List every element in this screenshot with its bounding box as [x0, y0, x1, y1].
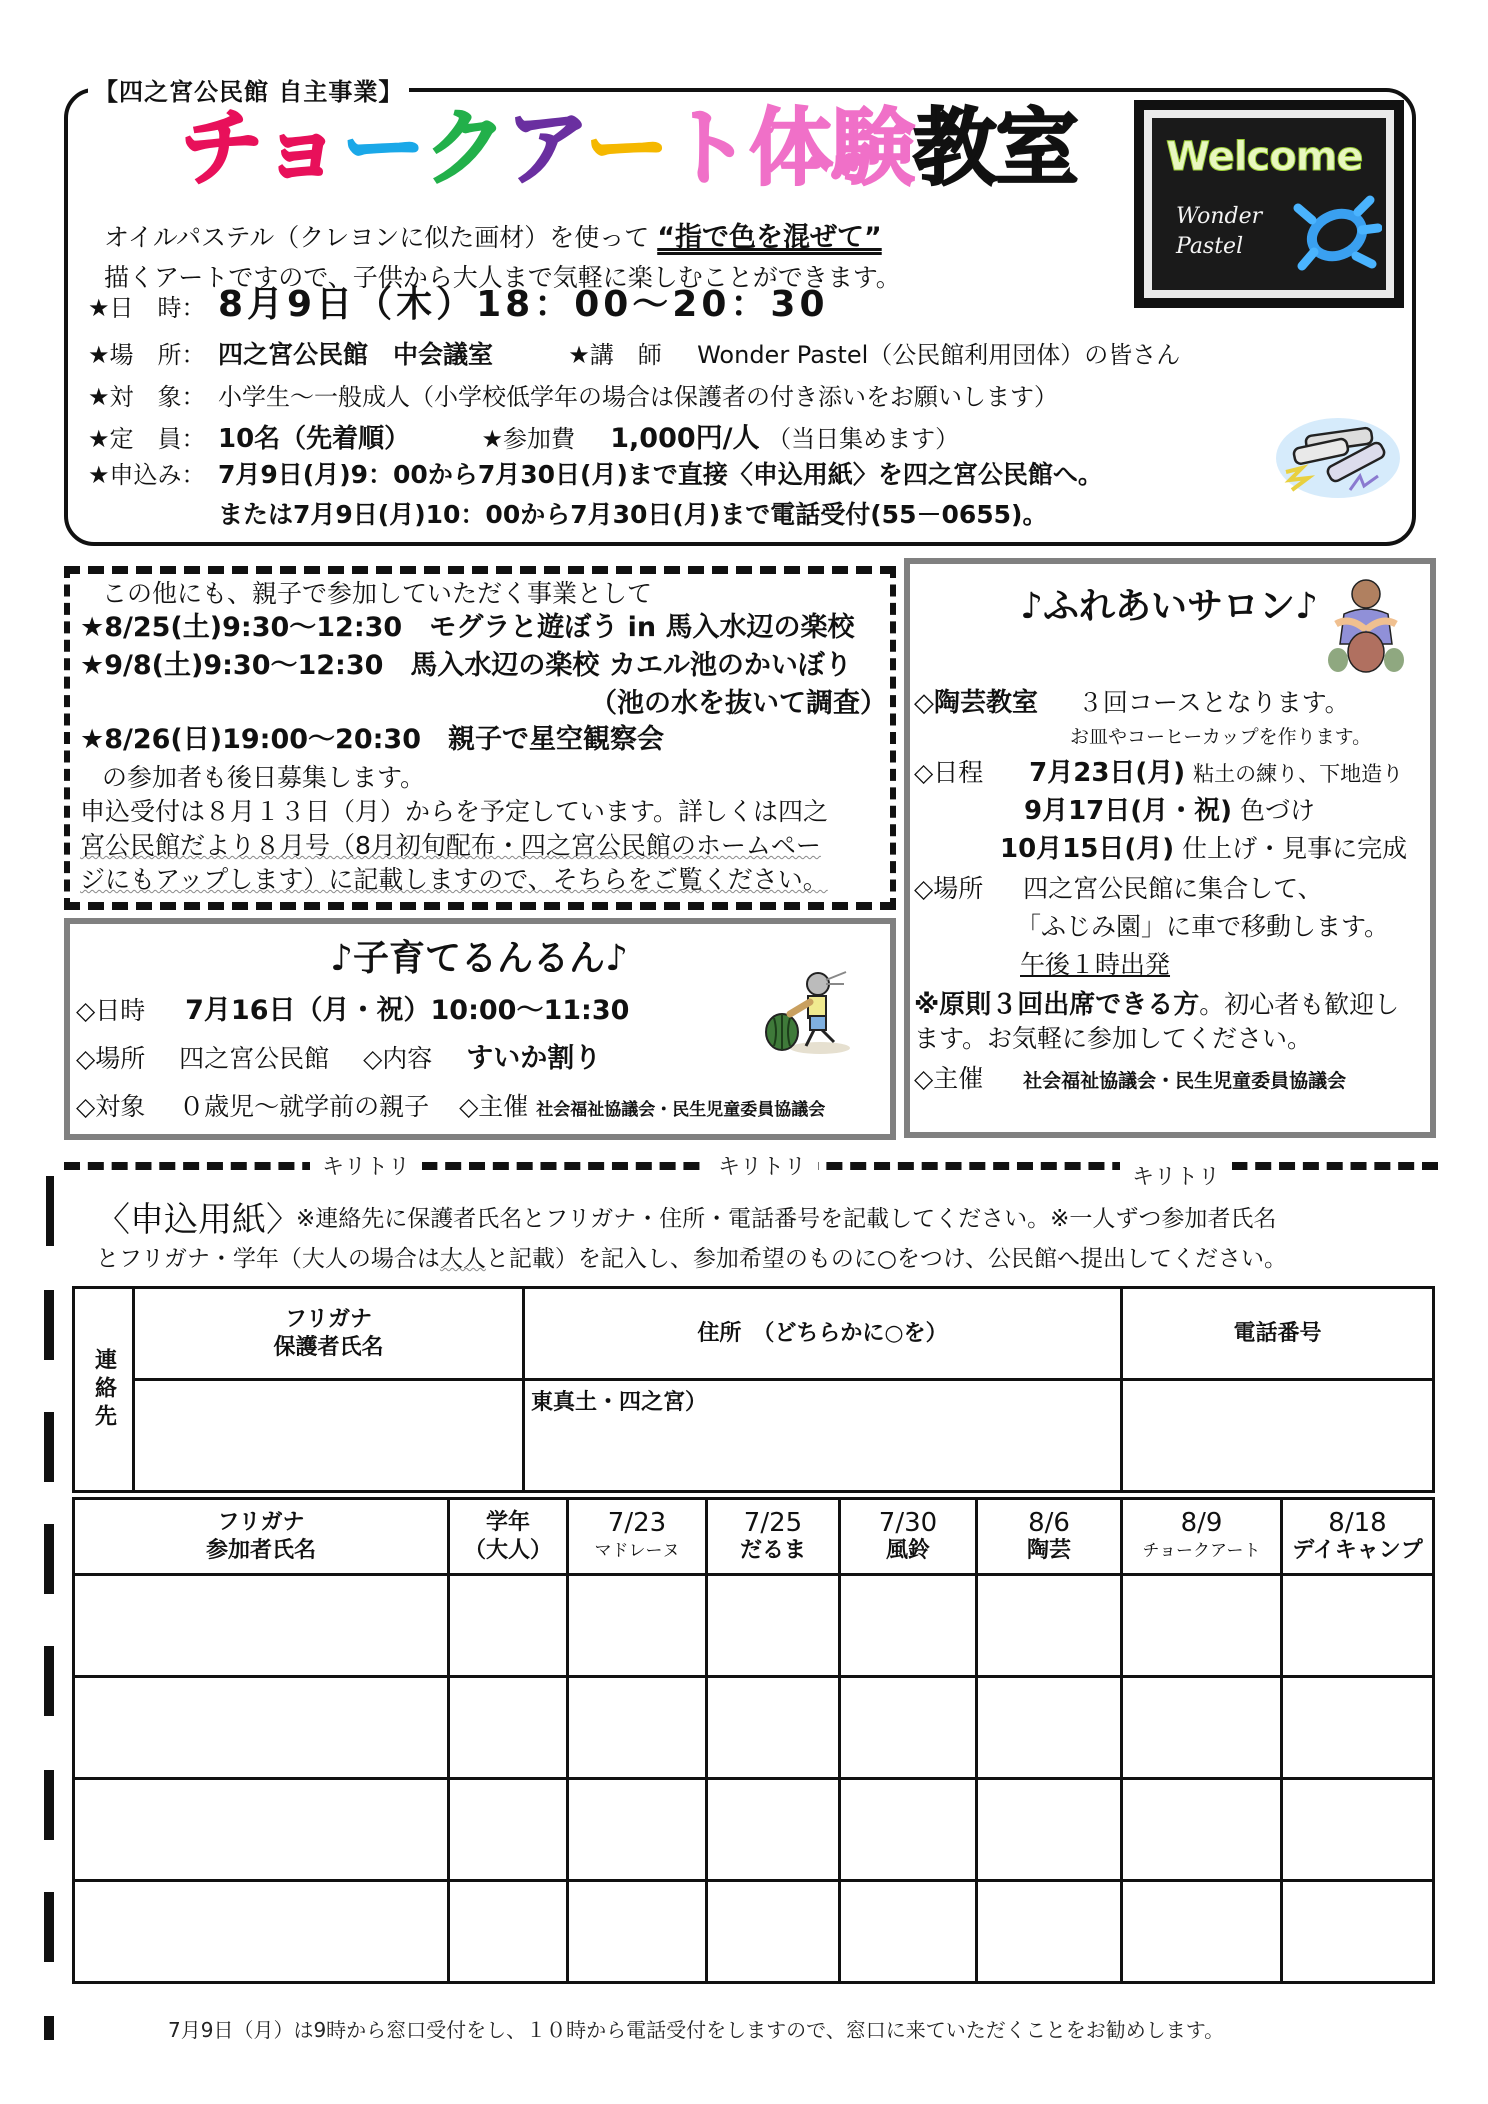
title-part: 教室	[913, 99, 1078, 197]
capacity-row	[88, 424, 959, 454]
date-row	[88, 284, 829, 325]
participant-event-cell[interactable]	[840, 1575, 977, 1677]
kosodate-date-value: 7月16日（月・祝）10:00～11:30	[185, 995, 630, 1026]
wonder-word: Wonder	[1176, 204, 1263, 229]
participant-event-cell[interactable]	[840, 1677, 977, 1779]
place-value: 四之宮公民館 中会議室	[218, 340, 494, 369]
intro-line-1	[104, 215, 882, 254]
participant-event-cell[interactable]	[568, 1881, 707, 1983]
participant-row	[74, 1779, 1434, 1881]
cut-edge-mark	[44, 1646, 54, 1716]
participant-grade-cell[interactable]	[449, 1677, 568, 1779]
participant-event-cell[interactable]	[568, 1575, 707, 1677]
salon-schedule-row	[1000, 834, 1407, 864]
intro-line-2: 描くアートですので、子供から大人まで気軽に楽しむことができます。	[104, 263, 901, 292]
title-part: ク	[423, 99, 506, 197]
fee-value: 1,000円/人	[610, 423, 760, 454]
participant-event-cell[interactable]	[1122, 1779, 1282, 1881]
cut-label: キリトリ	[706, 1150, 818, 1181]
target-label: ★対 象：	[88, 383, 206, 411]
participant-event-cell[interactable]	[1122, 1677, 1282, 1779]
apply-line-2: または7月9日(月)10：00から7月30日(月)まで電話受付(55－0655)。	[218, 500, 1048, 529]
salon-class-label: ◇陶芸教室	[914, 688, 1038, 718]
participant-event-cell[interactable]	[977, 1779, 1122, 1881]
kosodate-title: ♪子育てるんるん♪	[330, 938, 628, 979]
cut-edge-mark	[44, 1770, 54, 1840]
salon-departure: 午後１時出発	[1020, 950, 1171, 979]
participant-grade-cell[interactable]	[449, 1779, 568, 1881]
participant-table	[72, 1497, 1435, 1984]
kosodate-place-value: 四之宮公民館	[179, 1044, 330, 1073]
date-value: 8月9日（木）18：00～20：30	[218, 284, 829, 325]
salon-class-sub: お皿やコーヒーカップを作ります。	[1070, 726, 1372, 748]
cut-label: キリトリ	[310, 1150, 422, 1181]
intro-emphasis: “指で色を混ぜて”	[657, 222, 882, 253]
teacher-value: Wonder Pastel（公民館利用団体）の皆さん	[697, 341, 1181, 369]
salon-schedule-date: 10月15日(月)	[1000, 834, 1175, 864]
participant-event-cell[interactable]	[1122, 1575, 1282, 1677]
teacher-label: ★講 師	[568, 341, 662, 369]
salon-note-line-2: ます。お気軽に参加してください。	[914, 1024, 1313, 1053]
other-events-intro: この他にも、親子で参加していただく事業として	[102, 579, 653, 608]
event-name: 風鈴	[885, 1537, 930, 1563]
event-header	[840, 1499, 977, 1575]
cut-label: キリトリ	[1120, 1160, 1232, 1191]
date-label: ★日 時：	[88, 294, 206, 322]
salon-class-row	[914, 688, 1350, 718]
fee-label: ★参加費	[481, 425, 575, 453]
grade-sub-label: （大人）	[463, 1537, 552, 1563]
event-date: 7/23	[607, 1507, 667, 1538]
participant-header-row	[74, 1499, 1434, 1575]
title-part: ー	[585, 99, 668, 197]
salon-host-value: 社会福祉協議会・民生児童委員協議会	[1023, 1070, 1347, 1092]
wonder-pastel-lettering	[1176, 202, 1262, 262]
participant-name-cell[interactable]	[74, 1575, 449, 1677]
salon-place-label: ◇場所	[914, 874, 984, 903]
address-header: 住所 （どちらかに○を）	[524, 1288, 1122, 1380]
place-row	[88, 340, 1180, 370]
participant-event-cell[interactable]	[1282, 1575, 1434, 1677]
notice-text: 申込受付は８月１３日（月）からを予定しています。詳しくは四之	[80, 797, 829, 826]
recruit-note: の参加者も後日募集します。	[102, 763, 426, 792]
participant-name-label: 参加者氏名	[205, 1537, 316, 1563]
salon-place-line: 四之宮公民館に集合して、	[1023, 874, 1323, 903]
salon-schedule-date: 9月17日(月・祝)	[1024, 796, 1233, 826]
title-part: ア	[505, 99, 585, 197]
participant-name-cell[interactable]	[74, 1677, 449, 1779]
welcome-chalk-art-image	[1134, 100, 1404, 308]
salon-schedule-desc: 色づけ	[1240, 796, 1316, 825]
event-header	[568, 1499, 707, 1575]
other-event-item-note: （池の水を抜いて調査）	[590, 688, 887, 719]
pastel-crayons-icon	[1268, 410, 1404, 506]
salon-schedule-row	[914, 758, 1403, 789]
title-part: ー	[341, 99, 424, 197]
participant-grade-cell[interactable]	[449, 1575, 568, 1677]
welcome-image-mat	[1144, 110, 1394, 298]
kosodate-target-value: ０歳児～就学前の親子	[179, 1092, 430, 1121]
kosodate-place-row	[76, 1044, 601, 1074]
participant-furigana-label: フリガナ	[217, 1509, 305, 1535]
apply-row	[88, 460, 1103, 490]
participant-event-cell[interactable]	[707, 1677, 840, 1779]
form-instructions-2	[96, 1240, 1287, 1273]
phone-field[interactable]	[1122, 1380, 1434, 1492]
capacity-value: 10名（先着順）	[218, 424, 411, 454]
apply-label: ★申込み：	[88, 461, 206, 489]
kosodate-content-label: ◇内容	[363, 1044, 433, 1073]
cut-edge-mark	[44, 1412, 54, 1482]
other-event-item: ★8/26(日)19:00～20:30 親子で星空観察会	[80, 724, 664, 755]
kosodate-date-row	[76, 996, 629, 1026]
salon-note	[914, 990, 1399, 1020]
event-header	[1122, 1499, 1282, 1575]
participant-event-cell[interactable]	[977, 1677, 1122, 1779]
cut-edge-mark	[44, 1290, 54, 1360]
kosodate-host-label: ◇主催	[459, 1092, 529, 1121]
place-label: ★場 所：	[88, 341, 206, 369]
apply-row-2	[218, 500, 1047, 530]
participant-event-cell[interactable]	[707, 1779, 840, 1881]
form-note-text: とフリガナ・学年（大人の場合は	[96, 1246, 440, 1272]
salon-schedule-date: 7月23日(月)	[1029, 758, 1186, 788]
participant-event-cell[interactable]	[977, 1575, 1122, 1677]
participant-event-cell[interactable]	[1122, 1881, 1282, 1983]
form-title: 〈申込用紙〉	[96, 1200, 300, 1240]
kosodate-target-label: ◇対象	[76, 1092, 146, 1121]
event-date: 7/25	[743, 1507, 803, 1538]
address-field[interactable]	[524, 1380, 1122, 1492]
other-event-item: ★8/25(土)9:30～12:30 モグラと遊ぼう in 馬入水辺の楽校	[80, 612, 855, 643]
participant-event-cell[interactable]	[707, 1881, 840, 1983]
salon-host-label: ◇主催	[914, 1064, 984, 1093]
form-note-text: と記載）を記入し、参加希望のものに○をつけ、公民館へ提出してください。	[485, 1246, 1288, 1272]
page-title	[180, 100, 1077, 196]
pottery-woman-icon	[1322, 574, 1408, 678]
chalkboard	[1152, 118, 1386, 290]
watermelon-splitting-icon	[760, 962, 856, 1058]
participant-event-cell[interactable]	[840, 1881, 977, 1983]
title-part: チョ	[180, 99, 342, 197]
participant-row	[74, 1881, 1434, 1983]
contact-side-label: 連絡先	[74, 1288, 134, 1492]
participant-event-cell[interactable]	[568, 1779, 707, 1881]
salon-host-row	[914, 1064, 1346, 1096]
event-header	[977, 1499, 1122, 1575]
kosodate-place-label: ◇場所	[76, 1044, 146, 1073]
participant-row	[74, 1677, 1434, 1779]
target-row	[88, 382, 1058, 412]
participant-event-cell[interactable]	[1282, 1881, 1434, 1983]
title-part: ト体験	[667, 99, 914, 197]
salon-note-bold: ※原則３回出席できる方	[914, 990, 1200, 1020]
event-date: 7/30	[878, 1507, 938, 1538]
event-name: 陶芸	[1026, 1537, 1071, 1563]
participant-name-cell[interactable]	[74, 1881, 449, 1983]
address-options: 東真土・四之宮）	[531, 1390, 708, 1415]
cut-edge-mark	[44, 2016, 54, 2040]
participant-event-cell[interactable]	[977, 1881, 1122, 1983]
notice-line	[80, 796, 828, 828]
kosodate-host-value: 社会福祉協議会・民生児童委員協議会	[536, 1100, 826, 1120]
notice-line: 宮公民館だより８月号（8月初旬配布・四之宮公民館のホームペー	[80, 831, 821, 860]
apply-line-1: 7月9日(月)9：00から7月30日(月)まで直接〈申込用紙〉を四之宮公民館へ。	[218, 460, 1103, 489]
organizer-tag: 【四之宮公民館 自主事業】	[88, 72, 409, 107]
salon-schedule-desc: 粘土の練り、下地造り	[1193, 762, 1404, 786]
kosodate-date-label: ◇日時	[76, 996, 146, 1025]
other-event-item: ★9/8(土)9:30～12:30 馬入水辺の楽校 カエル池のかいぼり	[80, 650, 852, 681]
turtle-icon	[1292, 190, 1382, 280]
event-date: 8/18	[1328, 1507, 1387, 1538]
phone-header: 電話番号	[1122, 1288, 1434, 1380]
welcome-lettering: Welcome	[1166, 134, 1363, 180]
salon-place-row	[914, 874, 1323, 904]
fee-note: （当日集めます）	[767, 425, 960, 453]
intro-text: オイルパステル（クレヨンに似た画材）を使って	[104, 223, 650, 252]
kosodate-target-row	[76, 1092, 825, 1125]
participant-name-cell[interactable]	[74, 1779, 449, 1881]
salon-schedule-label: ◇日程	[914, 758, 984, 787]
salon-place-line: 「ふじみ園」に車で移動します。	[1016, 912, 1390, 941]
participant-event-cell[interactable]	[707, 1575, 840, 1677]
cut-edge-mark	[44, 1524, 54, 1594]
cut-edge-mark	[46, 1176, 54, 1246]
guardian-name-label: 保護者氏名	[273, 1334, 384, 1360]
participant-event-cell[interactable]	[568, 1677, 707, 1779]
grade-label: 学年	[485, 1509, 530, 1535]
event-header	[1282, 1499, 1434, 1575]
pastel-word: Pastel	[1176, 234, 1244, 259]
guardian-header	[134, 1288, 524, 1380]
grade-header	[449, 1499, 568, 1575]
kosodate-content-value: すいか割り	[466, 1043, 602, 1074]
guardian-furigana-label: フリガナ	[285, 1306, 372, 1332]
event-name: デイキャンプ	[1292, 1537, 1423, 1563]
notice-line: ジにもアップします）に記載しますので、そちらをご覧ください。	[80, 865, 828, 894]
salon-class-value: ３回コースとなります。	[1077, 688, 1350, 717]
contact-table	[72, 1286, 1435, 1493]
event-date: 8/6	[1028, 1507, 1070, 1538]
capacity-label: ★定 員：	[88, 425, 206, 453]
form-note-underlined: 大人	[439, 1246, 486, 1272]
event-name: だるま	[739, 1537, 806, 1563]
event-header	[707, 1499, 840, 1575]
participant-grade-cell[interactable]	[449, 1881, 568, 1983]
target-value: 小学生～一般成人（小学校低学年の場合は保護者の付き添いをお願いします）	[218, 383, 1058, 411]
participant-event-cell[interactable]	[840, 1779, 977, 1881]
salon-title: ♪ふれあいサロン♪	[1020, 586, 1318, 627]
event-name: チョークアート	[1142, 1540, 1261, 1561]
cut-edge-mark	[44, 1892, 54, 1962]
participant-event-cell[interactable]	[1282, 1677, 1434, 1779]
form-instructions-1: ※連絡先に保護者氏名とフリガナ・住所・電話番号を記載してください。※一人ずつ参加者氏名	[296, 1206, 1277, 1232]
participant-event-cell[interactable]	[1282, 1779, 1434, 1881]
guardian-name-field[interactable]	[134, 1380, 524, 1492]
salon-note-rest: 。初心者も歓迎し	[1199, 990, 1400, 1019]
salon-schedule-desc: 仕上げ・見事に完成	[1182, 834, 1408, 863]
participant-row	[74, 1575, 1434, 1677]
participant-name-header	[74, 1499, 449, 1575]
salon-schedule-row	[1024, 796, 1315, 826]
event-date: 8/9	[1180, 1507, 1223, 1538]
footer-note: 7月9日（月）は9時から窓口受付をし、１０時から電話受付をしますので、窓口に来ていただくことをお勧めします。	[168, 2018, 1225, 2042]
event-name: マドレーヌ	[594, 1540, 680, 1561]
